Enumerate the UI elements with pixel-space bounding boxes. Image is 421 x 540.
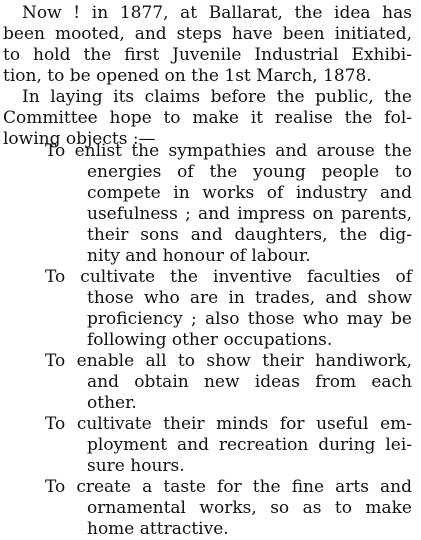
object-1-line-1: To enlist the sympathies and arouse the (45, 141, 412, 161)
object-3-line-2: and obtain new ideas from each (87, 372, 412, 392)
paragraph-1-line-1: Now ! in 1877, at Ballarat, the idea has (22, 3, 412, 23)
object-5-line-3: home attractive. (87, 519, 229, 539)
paragraph-1-line-2: been mooted, and steps have been initiated, (3, 24, 412, 44)
object-3-line-3: other. (87, 393, 137, 413)
object-2-line-4: following other occupations. (87, 330, 333, 350)
object-1-line-3: compete in works of industry and (87, 183, 412, 203)
object-5-line-2: ornamental works, so as to make (87, 498, 412, 518)
object-5-line-1: To create a taste for the fine arts and (45, 477, 412, 497)
paragraph-1-line-3: to hold the first Juvenile Industrial Exhibi- (3, 45, 412, 65)
paragraph-1-line-4: tion, to be opened on the 1st March, 1878. (3, 66, 372, 86)
paragraph-2-line-1: In laying its claims before the public, the (22, 87, 412, 107)
object-2-line-3: proficiency ; also those who may be (87, 309, 412, 329)
object-2-line-2: those who are in trades, and show (87, 288, 412, 308)
object-1-line-2: energies of the young people to (87, 162, 412, 182)
object-1-line-6: nity and honour of labour. (87, 246, 311, 266)
paragraph-2-line-3: lowing objects :— (3, 129, 156, 149)
object-1-line-4: usefulness ; and impress on parents, (87, 204, 412, 224)
paragraph-2-line-2: Committee hope to make it realise the fol- (3, 108, 412, 128)
object-4-line-3: sure hours. (87, 456, 185, 476)
object-4-line-1: To cultivate their minds for useful em- (45, 414, 412, 434)
object-2-line-1: To cultivate the inventive faculties of (45, 267, 412, 287)
object-3-line-1: To enable all to show their handiwork, (45, 351, 412, 371)
object-1-line-5: their sons and daughters, the dig- (87, 225, 412, 245)
object-4-line-2: ployment and recreation during lei- (87, 435, 412, 455)
